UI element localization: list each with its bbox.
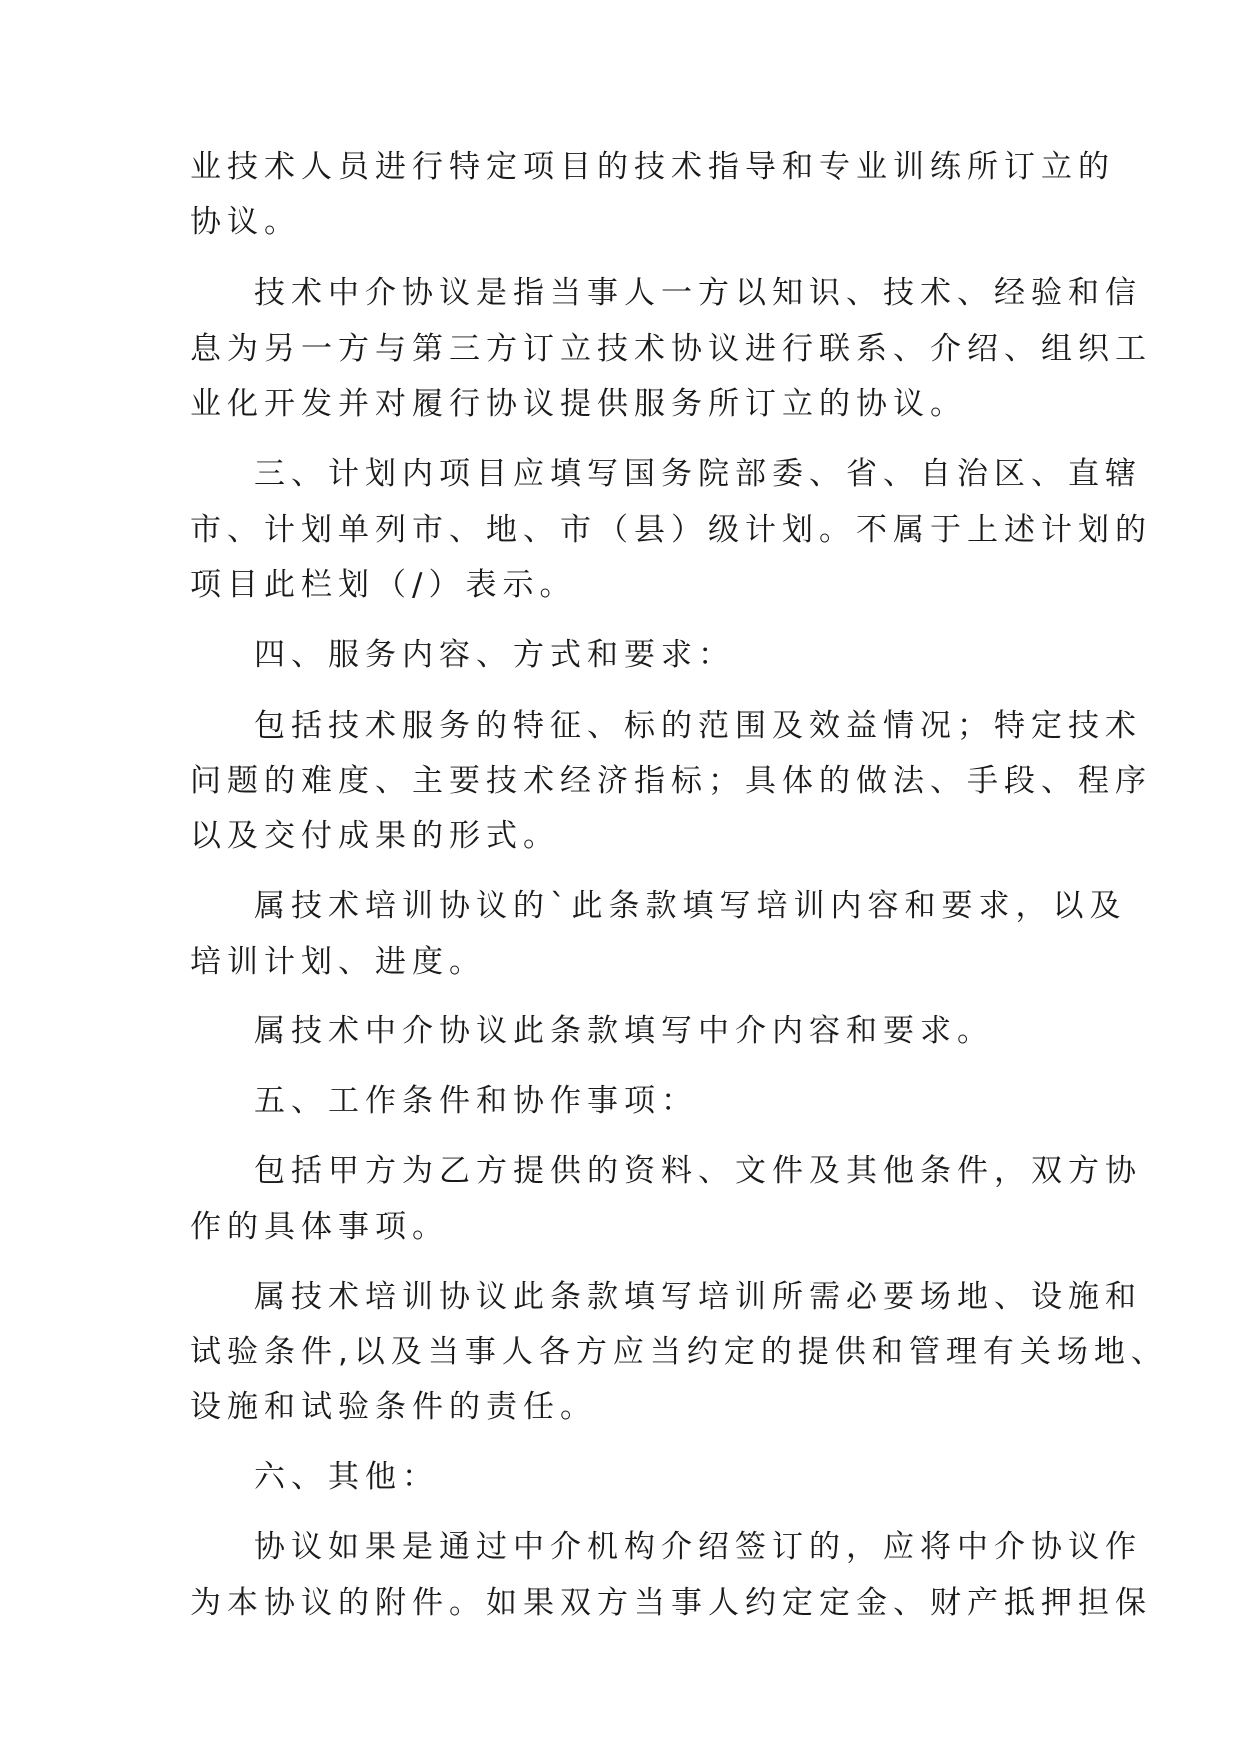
section-heading-line: 四、服务内容、方式和要求： (254, 637, 735, 673)
paragraph-start-line: 属技术培训协议此条款填写培训所需必要场地、设施和 (254, 1279, 1142, 1315)
section-heading-line: 三、计划内项目应填写国务院部委、省、自治区、直辖 (254, 456, 1142, 492)
paragraph-start-line: 包括技术服务的特征、标的范围及效益情况；特定技术 (254, 708, 1142, 744)
section-heading-line: 六、其他： (254, 1459, 439, 1495)
text-line: 业技术人员进行特定项目的技术指导和专业训练所订立的 (190, 149, 1115, 185)
text-line: 项目此栏划（/）表示。 (190, 567, 577, 603)
paragraph-start-line: 协议如果是通过中介机构介绍签订的，应将中介协议作 (254, 1529, 1142, 1565)
text-line: 业化开发并对履行协议提供服务所订立的协议。 (190, 386, 967, 422)
paragraph-start-line: 属技术培训协议的`此条款填写培训内容和要求，以及 (254, 888, 1127, 924)
paragraph-start-line: 技术中介协议是指当事人一方以知识、技术、经验和信 (254, 275, 1142, 311)
text-line: 协议。 (190, 204, 301, 240)
paragraph-start-line: 属技术中介协议此条款填写中介内容和要求。 (254, 1013, 994, 1049)
text-line: 问题的难度、主要技术经济指标；具体的做法、手段、程序 (190, 763, 1152, 799)
text-line: 作的具体事项。 (190, 1209, 449, 1245)
paragraph-start-line: 包括甲方为乙方提供的资料、文件及其他条件，双方协 (254, 1153, 1142, 1189)
text-line: 以及交付成果的形式。 (190, 818, 560, 854)
text-line: 为本协议的附件。如果双方当事人约定定金、财产抵押担保 (190, 1585, 1152, 1621)
text-line: 试验条件,以及当事人各方应当约定的提供和管理有关场地、 (190, 1334, 1168, 1370)
text-line: 市、计划单列市、地、市（县）级计划。不属于上述计划的 (190, 512, 1152, 548)
section-heading-line: 五、工作条件和协作事项： (254, 1083, 698, 1119)
text-line: 设施和试验条件的责任。 (190, 1389, 597, 1425)
text-line: 息为另一方与第三方订立技术协议进行联系、介绍、组织工 (190, 331, 1152, 367)
text-line: 培训计划、进度。 (190, 944, 486, 980)
